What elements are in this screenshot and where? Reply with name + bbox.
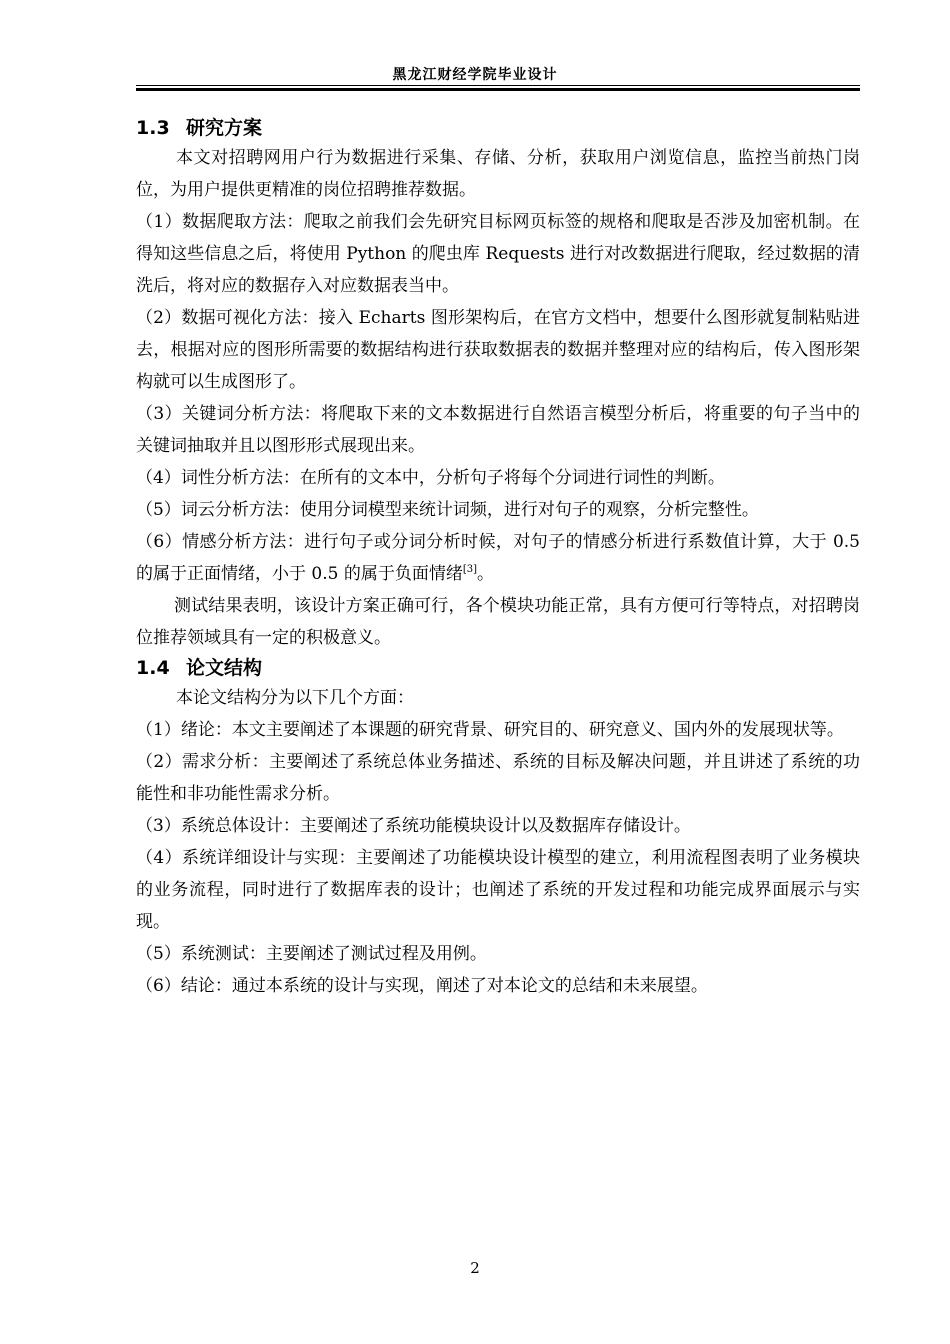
page-body <box>136 114 860 1002</box>
section-heading-1-3 <box>136 114 860 142</box>
method-item-1: （1）数据爬取方法：爬取之前我们会先研究目标网页标签的规格和爬取是否涉及加密机制。在得知这些信息之后，将使用 Python 的爬虫库 Requests 进行对改数据进行爬取，经过数据的清洗后，将对应的数据存入对应数据表当中。 <box>136 212 860 296</box>
method-item-5: （5）词云分析方法：使用分词模型来统计词频，进行对句子的观察，分析完整性。 <box>136 500 759 520</box>
running-header-title: 黑龙江财经学院毕业设计 <box>392 67 558 83</box>
method-item-6-text: （6）情感分析方法：进行句子或分词分析时候，对句子的情感分析进行系数值计算，大于 0.5 的属于正面情绪，小于 0.5 的属于负面情绪 <box>136 532 860 584</box>
method-item-2: （2）数据可视化方法：接入 Echarts 图形架构后，在官方文档中，想要什么图形就复制粘贴进去，根据对应的图形所需要的数据结构进行获取数据表的数据并整理对应的结构后，传入图形架构就可以生成图形了。 <box>136 308 860 392</box>
section-number: 1.4 <box>136 657 170 679</box>
section-title: 论文结构 <box>186 657 263 679</box>
structure-item-1: （1）绪论：本文主要阐述了本课题的研究背景、研究目的、研究意义、国内外的发展现状等。 <box>136 720 844 740</box>
method-item-6-end: 。 <box>477 564 495 584</box>
method-item-4: （4）词性分析方法：在所有的文本中，分析句子将每个分词进行词性的判断。 <box>136 468 725 488</box>
structure-item-6: （6）结论：通过本系统的设计与实现，阐述了对本论文的总结和未来展望。 <box>136 976 708 996</box>
structure-item-5: （5）系统测试：主要阐述了测试过程及用例。 <box>136 944 487 964</box>
section-intro-paragraph: 本文对招聘网用户行为数据进行采集、存储、分析，获取用户浏览信息，监控当前热门岗位，为用户提供更精准的岗位招聘推荐数据。 <box>136 148 860 200</box>
structure-item-2: （2）需求分析：主要阐述了系统总体业务描述、系统的目标及解决问题，并且讲述了系统的功能性和非功能性需求分析。 <box>136 752 860 804</box>
structure-intro-paragraph: 本论文结构分为以下几个方面： <box>176 688 414 708</box>
section-title: 研究方案 <box>186 117 263 139</box>
method-item-6 <box>136 526 860 590</box>
header-rule-thin <box>136 85 860 86</box>
header-rule-thick <box>136 88 860 91</box>
section-heading-1-4 <box>136 654 860 682</box>
section-number: 1.3 <box>136 117 170 139</box>
conclusion-paragraph: 测试结果表明，该设计方案正确可行，各个模块功能正常，具有方便可行等特点，对招聘岗位推荐领域具有一定的积极意义。 <box>136 596 860 648</box>
structure-item-3: （3）系统总体设计：主要阐述了系统功能模块设计以及数据库存储设计。 <box>136 816 691 836</box>
citation-marker: [3] <box>462 564 478 575</box>
structure-item-4: （4）系统详细设计与实现：主要阐述了功能模块设计模型的建立，利用流程图表明了业务模块的业务流程，同时进行了数据库表的设计；也阐述了系统的开发过程和功能完成界面展示与实现。 <box>136 848 860 932</box>
method-item-3: （3）关键词分析方法：将爬取下来的文本数据进行自然语言模型分析后，将重要的句子当中的关键词抽取并且以图形形式展现出来。 <box>136 404 860 456</box>
page-number: 2 <box>470 1259 480 1277</box>
